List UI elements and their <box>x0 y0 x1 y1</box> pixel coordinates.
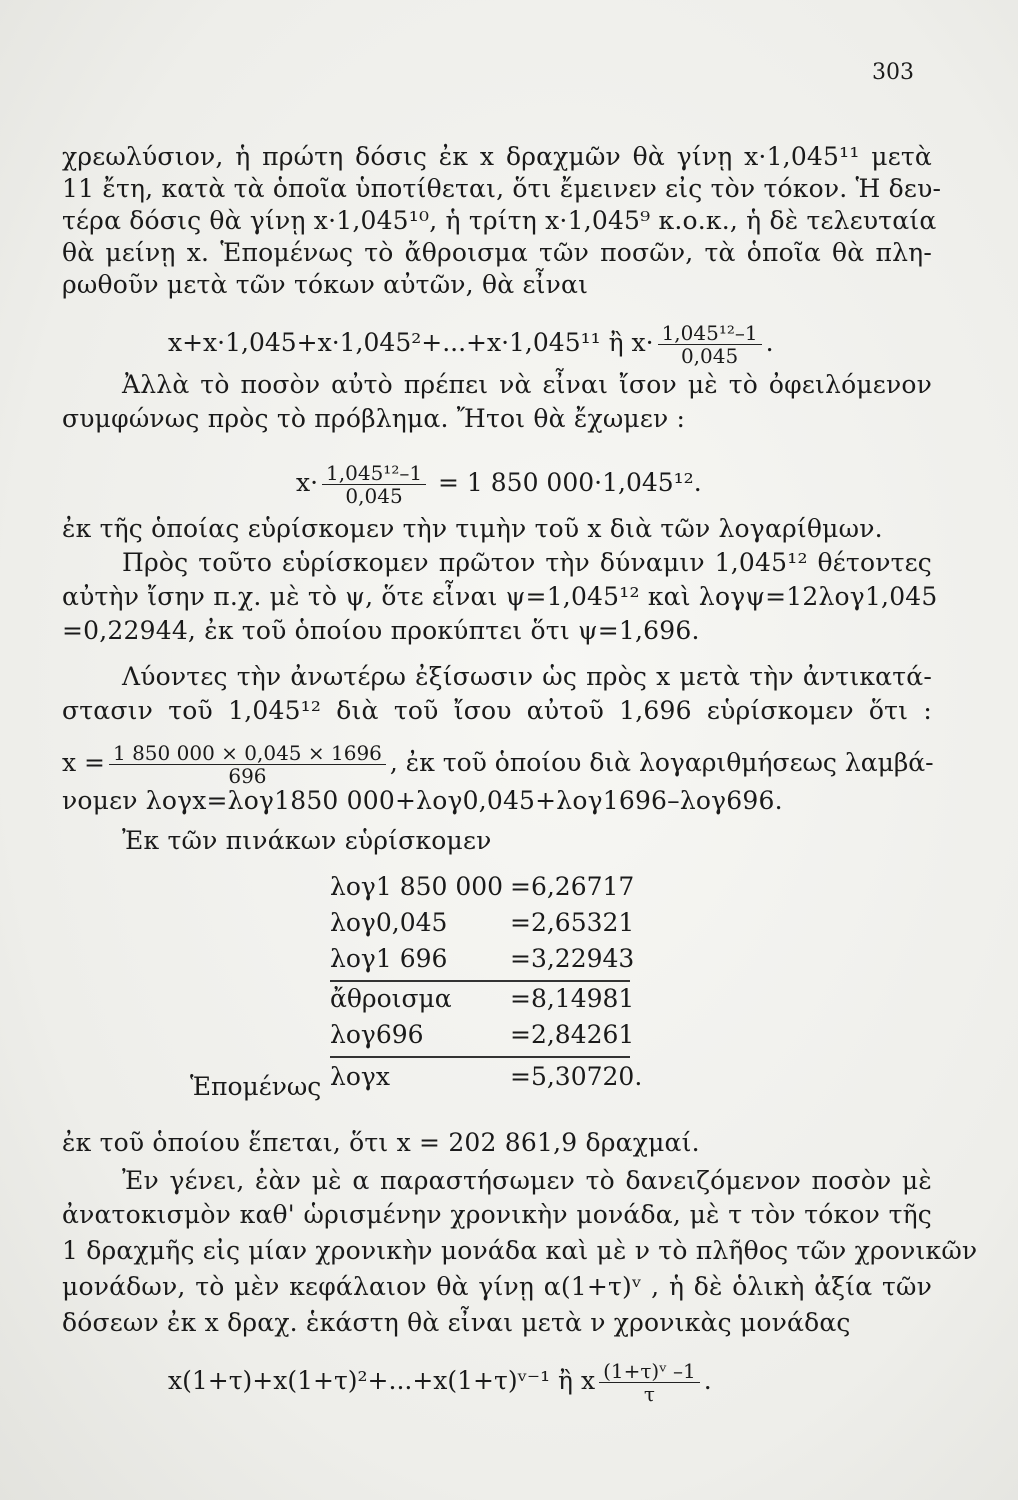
equation-condition <box>296 462 702 507</box>
equation-left: x(1+τ)+x(1+τ)²+...+x(1+τ)ᵛ⁻¹ ἢ x <box>168 1366 596 1395</box>
equation-right: , ἐκ τοῦ ὁποίου διὰ λογαριθμήσεως λαμβά- <box>389 748 934 777</box>
log-value: =6,26717 <box>510 872 635 901</box>
numerator: 1 850 000 × 0,045 × 1696 <box>109 742 386 765</box>
text-line: ρωθοῦν μετὰ τῶν τόκων αὐτῶν, θὰ εἶναι <box>62 270 589 299</box>
equation-solution <box>62 742 934 787</box>
log-label: λογ696 <box>330 1020 424 1049</box>
text-line: Ἐν γένει, ἐὰν μὲ α παραστήσωμεν τὸ δανειζόμενον ποσὸν μὲ <box>122 1166 932 1195</box>
text-line: ἐκ τοῦ ὁποίου ἕπεται, ὅτι x = 202 861,9 δραχμαί. <box>62 1128 700 1157</box>
text-line: ἐκ τῆς ὁποίας εὑρίσκομεν τὴν τιμὴν τοῦ x διὰ τῶν λογαρίθμων. <box>62 514 883 543</box>
numerator: (1+τ)ᵛ –1 <box>599 1360 700 1383</box>
denominator: 0,045 <box>345 484 403 508</box>
table-prefix: Ἑπομένως <box>190 1072 322 1101</box>
equation-left: x· <box>296 468 319 497</box>
log-value: =5,30720. <box>510 1062 643 1091</box>
fraction <box>599 1360 700 1405</box>
text-line: θὰ μείνῃ x. Ἑπομένως τὸ ἄθροισμα τῶν ποσῶν, τὰ ὁποῖα θὰ πλη- <box>62 238 932 267</box>
sum-rule <box>330 980 630 982</box>
denominator: 696 <box>228 764 267 788</box>
text-line: Λύοντες τὴν ἀνωτέρω ἐξίσωσιν ὡς πρὸς x μετὰ τὴν ἀντικατά- <box>122 662 932 691</box>
text-line: ἀνατοκισμὸν καθ' ὡρισμένην χρονικὴν μονάδα, μὲ τ τὸν τόκον τῆς <box>62 1200 932 1229</box>
text-line: 1 δραχμῆς εἰς μίαν χρονικὴν μονάδα καὶ μὲ ν τὸ πλῆθος τῶν χρονικῶν <box>62 1236 978 1265</box>
numerator: 1,045¹²–1 <box>658 322 762 345</box>
numerator: 1,045¹²–1 <box>322 462 426 485</box>
equation-tail: . <box>703 1366 712 1395</box>
text-line: χρεωλύσιον, ἡ πρώτη δόσις ἐκ x δραχμῶν θὰ γίνῃ x·1,045¹¹ μετὰ <box>62 142 932 171</box>
text-line: Πρὸς τοῦτο εὑρίσκομεν πρῶτον τὴν δύναμιν 1,045¹² θέτοντες <box>122 548 932 577</box>
log-label: ἄθροισμα <box>330 984 452 1013</box>
log-table <box>190 872 670 1112</box>
equation-sum <box>168 322 774 367</box>
fraction <box>322 462 426 507</box>
log-value: =8,14981 <box>510 984 635 1013</box>
log-label: λογ0,045 <box>330 908 448 937</box>
denominator: τ <box>643 1382 655 1406</box>
text-line: δόσεων ἐκ x δραχ. ἑκάστη θὰ εἶναι μετὰ ν χρονικὰς μονάδας <box>62 1308 851 1337</box>
equation-left: x = <box>62 748 105 777</box>
text-line: 11 ἔτη, κατὰ τὰ ὁποῖα ὑποτίθεται, ὅτι ἔμεινεν εἰς τὸν τόκον. Ἡ δευ- <box>62 174 942 203</box>
text-line: Ἀλλὰ τὸ ποσὸν αὐτὸ πρέπει νὰ εἶναι ἴσον μὲ τὸ ὀφειλόμενον <box>122 370 932 399</box>
text-line: Ἐκ τῶν πινάκων εὑρίσκομεν <box>122 826 492 855</box>
text-line: =0,22944, ἐκ τοῦ ὁποίου προκύπτει ὅτι ψ=1,696. <box>62 616 700 645</box>
text-line: μονάδων, τὸ μὲν κεφάλαιον θὰ γίνῃ α(1+τ)ᵛ , ἡ δὲ ὁλικὴ ἀξία τῶν <box>62 1272 932 1301</box>
text-line: νομεν λογx=λογ1850 000+λογ0,045+λογ1696–λογ696. <box>62 786 783 815</box>
page-number: 303 <box>872 60 914 85</box>
equation-left: x+x·1,045+x·1,045²+...+x·1,045¹¹ ἢ x· <box>168 328 654 357</box>
fraction <box>658 322 762 367</box>
equation-right: = 1 850 000·1,045¹². <box>438 468 702 497</box>
text-line: στασιν τοῦ 1,045¹² διὰ τοῦ ἴσου αὐτοῦ 1,696 εὑρίσκομεν ὅτι : <box>62 696 932 725</box>
text-line: συμφώνως πρὸς τὸ πρόβλημα. Ἤτοι θὰ ἔχωμεν : <box>62 404 686 433</box>
log-label: λογ1 850 000 <box>330 872 504 901</box>
log-value: =2,84261 <box>510 1020 635 1049</box>
log-value: =2,65321 <box>510 908 635 937</box>
text-line: τέρα δόσις θὰ γίνῃ x·1,045¹⁰, ἡ τρίτη x·1,045⁹ κ.ο.κ., ἡ δὲ τελευταία <box>62 206 937 235</box>
log-label: λογx <box>330 1062 390 1091</box>
log-label: λογ1 696 <box>330 944 448 973</box>
text-line: αὐτὴν ἴσην π.χ. μὲ τὸ ψ, ὅτε εἶναι ψ=1,045¹² καὶ λογψ=12λογ1,045 <box>62 582 938 611</box>
log-value: =3,22943 <box>510 944 635 973</box>
equation-general <box>168 1360 712 1405</box>
fraction <box>109 742 386 787</box>
equation-tail: . <box>765 328 774 357</box>
difference-rule <box>330 1056 630 1058</box>
denominator: 0,045 <box>680 344 739 368</box>
